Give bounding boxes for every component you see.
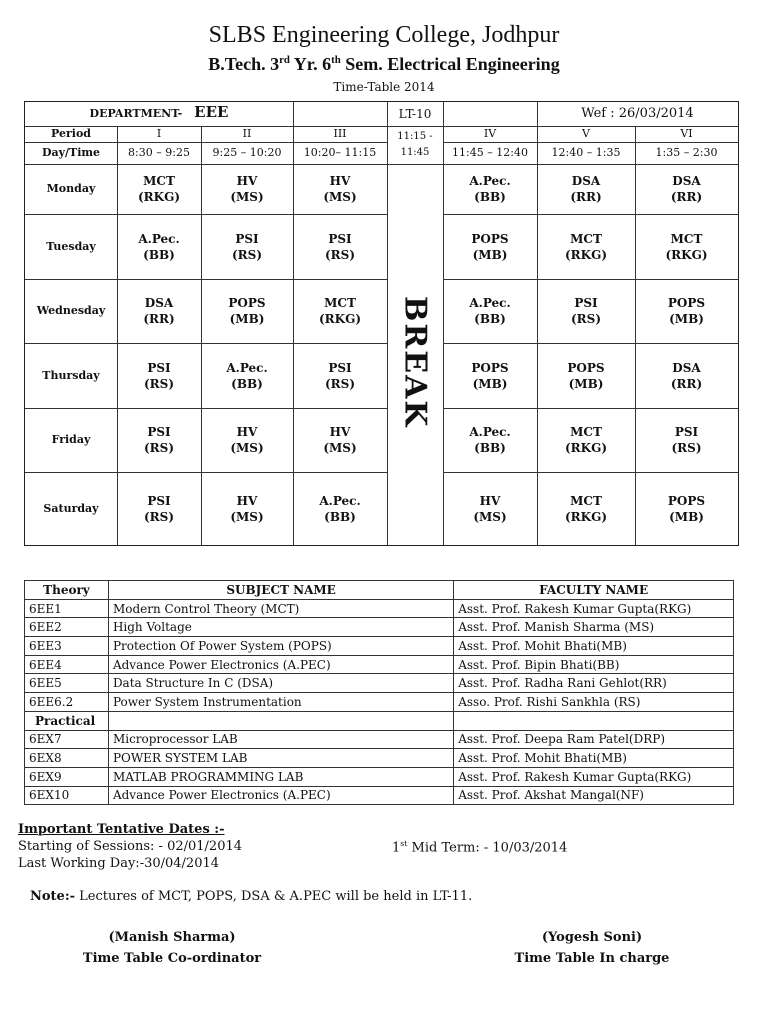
time-5: 12:40 – 1:35	[551, 146, 621, 159]
wef-cell: Wef : 26/03/2014	[581, 106, 694, 121]
mid-term-date: 1st Mid Term: - 10/03/2014	[392, 839, 568, 856]
slot-monday-3: HV (MS)	[323, 174, 357, 204]
timetable-subtitle: Time-Table 2014	[333, 80, 435, 94]
slot-thursday-1: PSI (RS)	[144, 360, 174, 391]
time-6: 1:35 – 2:30	[655, 146, 718, 159]
table-row: 6EX7 Microprocessor LAB Asst. Prof. Deepa Ram Patel(DRP)	[25, 730, 734, 749]
college-name: SLBS Engineering College, Jodhpur	[208, 22, 560, 48]
last-working-day: Last Working Day:-30/04/2014	[18, 856, 220, 871]
note: Note:- Lectures of MCT, POPS, DSA & A.PEC will be held in LT-11.	[30, 889, 473, 904]
slot-saturday-3: A.Pec. (BB)	[319, 493, 361, 524]
day-tuesday: Tuesday	[46, 239, 96, 253]
signature-incharge: (Yogesh Soni) Time Table In charge	[514, 930, 670, 966]
slot-tuesday-3: PSI (RS)	[325, 231, 355, 262]
slot-tuesday-2: PSI (RS)	[232, 231, 262, 262]
slot-saturday-6: POPS (MB)	[667, 493, 706, 524]
table-row: 6EE4 Advance Power Electronics (A.PEC) Asst. Prof. Bipin Bhati(BB)	[25, 655, 734, 674]
slot-tuesday-1: A.Pec. (BB)	[138, 231, 180, 262]
slot-tuesday-5: MCT (RKG)	[564, 231, 607, 262]
slot-monday-1: MCT (RKG)	[137, 174, 180, 204]
slot-monday-2: HV (MS)	[230, 174, 264, 204]
table-row: 6EX10 Advance Power Electronics (A.PEC) Asst. Prof. Akshat Mangal(NF)	[25, 786, 734, 805]
slot-friday-2: HV (MS)	[230, 425, 264, 455]
slot-monday-4: A.Pec. (BB)	[469, 174, 511, 204]
slot-saturday-2: HV (MS)	[230, 493, 264, 524]
slot-thursday-4: POPS (MB)	[471, 360, 509, 391]
course-title: B.Tech. 3rd Yr. 6th Sem. Electrical Engineering	[208, 54, 560, 74]
time-4: 11:45 – 12:40	[452, 146, 528, 159]
slot-friday-3: HV (MS)	[323, 425, 357, 455]
slot-monday-5: DSA (RR)	[570, 174, 602, 204]
subject-table-header	[25, 581, 734, 600]
day-wednesday: Wednesday	[36, 304, 106, 317]
subject-header-2: SUBJECT NAME	[108, 581, 453, 600]
time-2: 9:25 – 10:20	[212, 146, 282, 159]
period-II: II	[242, 127, 252, 140]
dates-heading: Important Tentative Dates :-	[18, 822, 225, 837]
slot-wednesday-1: DSA (RR)	[143, 296, 175, 326]
slot-friday-6: PSI (RS)	[671, 425, 702, 455]
signature-coordinator: (Manish Sharma) Time Table Co-ordinator	[82, 930, 262, 966]
slot-friday-4: A.Pec. (BB)	[469, 425, 511, 455]
table-row: 6EX8 POWER SYSTEM LAB Asst. Prof. Mohit Bhati(MB)	[25, 749, 734, 768]
subject-header-3: FACULTY NAME	[454, 581, 734, 600]
break-label: BREAK	[397, 295, 433, 429]
slot-tuesday-4: POPS (MB)	[471, 231, 509, 262]
slot-thursday-2: A.Pec. (BB)	[226, 360, 268, 391]
day-friday: Friday	[51, 433, 91, 446]
subject-header-1: Theory	[25, 581, 109, 600]
slot-saturday-4: HV (MS)	[473, 493, 507, 524]
period-V: V	[582, 127, 590, 140]
practical-label: Practical	[25, 711, 109, 730]
timetable-grid	[24, 101, 739, 546]
practical-section-row	[25, 711, 734, 730]
subject-table	[24, 580, 734, 805]
slot-saturday-5: MCT (RKG)	[564, 493, 607, 524]
time-3: 10:20– 11:15	[303, 146, 377, 159]
slot-tuesday-6: MCT (RKG)	[665, 231, 708, 262]
slot-saturday-1: PSI (RS)	[144, 493, 174, 524]
day-saturday: Saturday	[43, 501, 99, 515]
table-row: 6EE5 Data Structure In C (DSA) Asst. Prof. Radha Rani Gehlot(RR)	[25, 674, 734, 693]
daytime-label: Day/Time	[41, 146, 101, 159]
room-cell: LT-10	[398, 107, 432, 121]
time-1: 8:30 – 9:25	[128, 146, 190, 159]
table-row: 6EE1 Modern Control Theory (MCT) Asst. Prof. Rakesh Kumar Gupta(RKG)	[25, 599, 734, 618]
slot-thursday-6: DSA (RR)	[670, 360, 703, 391]
table-row: 6EE2 High Voltage Asst. Prof. Manish Sharma (MS)	[25, 618, 734, 637]
slot-wednesday-4: A.Pec. (BB)	[469, 296, 511, 326]
table-row: 6EX9 MATLAB PROGRAMMING LAB Asst. Prof. Rakesh Kumar Gupta(RKG)	[25, 767, 734, 786]
slot-monday-6: DSA (RR)	[670, 174, 703, 204]
period-I: I	[156, 127, 162, 140]
slot-friday-1: PSI (RS)	[144, 425, 174, 455]
day-thursday: Thursday	[42, 368, 100, 382]
session-start: Starting of Sessions: - 02/01/2014	[18, 839, 243, 854]
period-IV: IV	[483, 127, 497, 140]
slot-thursday-3: PSI (RS)	[325, 360, 355, 391]
table-row: 6EE6.2 Power System Instrumentation Asso. Prof. Rishi Sankhla (RS)	[25, 693, 734, 712]
slot-wednesday-2: POPS (MB)	[228, 296, 266, 326]
period-label: Period	[51, 127, 91, 140]
slot-wednesday-5: PSI (RS)	[571, 296, 601, 326]
table-row: 6EE3 Protection Of Power System (POPS) Asst. Prof. Mohit Bhati(MB)	[25, 637, 734, 656]
slot-wednesday-6: POPS (MB)	[667, 296, 706, 326]
day-monday: Monday	[46, 182, 96, 195]
slot-thursday-5: POPS (MB)	[567, 360, 605, 391]
slot-friday-5: MCT (RKG)	[564, 425, 607, 455]
slot-wednesday-3: MCT (RKG)	[318, 296, 361, 326]
department-cell: DEPARTMENT- EEE	[89, 103, 229, 121]
break-time: 11:15 - 11:45	[397, 131, 433, 158]
period-VI: VI	[680, 127, 693, 140]
period-III: III	[333, 127, 347, 140]
